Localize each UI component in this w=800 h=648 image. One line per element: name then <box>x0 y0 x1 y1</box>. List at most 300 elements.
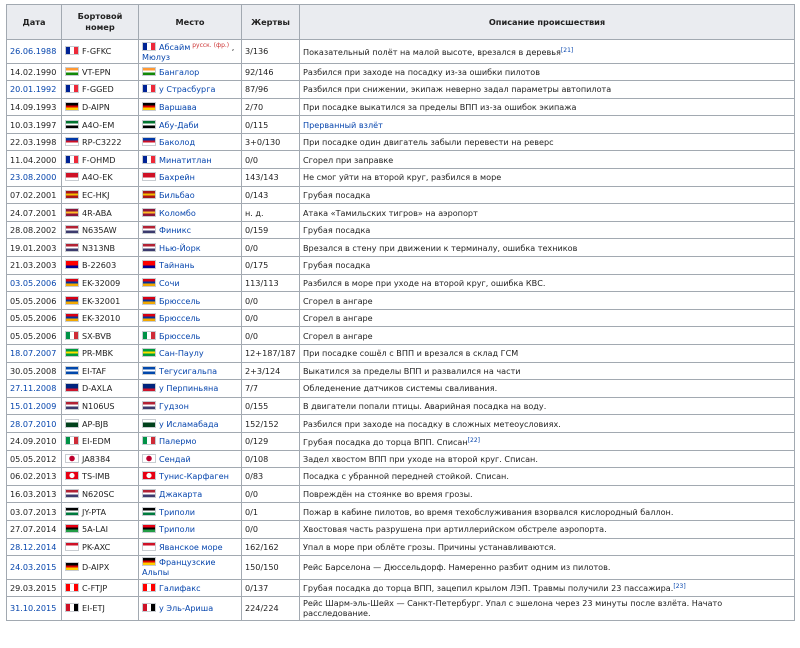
date-text[interactable]: 24.03.2015 <box>10 562 57 573</box>
date-text[interactable]: 28.12.2014 <box>10 541 57 552</box>
bh-flag-icon <box>65 172 79 181</box>
cell-board <box>62 397 139 415</box>
cell-date[interactable] <box>7 274 62 292</box>
cell-place[interactable] <box>139 116 242 134</box>
cell-place[interactable] <box>139 63 242 81</box>
victims-count: 0/159 <box>245 225 269 236</box>
it-flag-icon <box>65 436 79 445</box>
am-flag-icon <box>65 296 79 305</box>
cell-victims <box>242 169 300 187</box>
cell-place[interactable] <box>139 345 242 363</box>
cell-place[interactable] <box>139 186 242 204</box>
date-text: 05.05.2006 <box>10 295 57 306</box>
date-text: 10.03.1997 <box>10 119 57 130</box>
victims-count: 3+0/130 <box>245 137 281 148</box>
cell-description <box>300 538 795 556</box>
victims-count: 152/152 <box>245 418 279 429</box>
victims-count: 0/0 <box>245 313 259 324</box>
cell-description <box>300 133 795 151</box>
place-link[interactable]: Тайнань <box>159 260 195 271</box>
place-link[interactable]: Варшава <box>159 101 197 112</box>
place-link[interactable]: Палермо <box>159 436 197 447</box>
reference-link[interactable]: [22] <box>467 436 480 444</box>
table-row <box>7 538 795 556</box>
cell-date[interactable] <box>7 345 62 363</box>
place-link[interactable]: Сан-Паулу <box>159 348 204 359</box>
date-text: 21.03.2003 <box>10 260 57 271</box>
cell-description <box>300 221 795 239</box>
table-row <box>7 257 795 275</box>
table-row <box>7 432 795 450</box>
date-text: 24.09.2010 <box>10 436 57 447</box>
cell-description <box>300 186 795 204</box>
victims-count: 0/143 <box>245 189 269 200</box>
date-text: 27.07.2014 <box>10 524 57 535</box>
victims-count: 0/1 <box>245 506 259 517</box>
cell-description <box>300 362 795 380</box>
cell-place[interactable] <box>139 133 242 151</box>
board-number: F-OHMD <box>82 154 116 165</box>
cell-victims <box>242 520 300 538</box>
description-text: Грубая посадка <box>303 225 371 236</box>
cell-date[interactable] <box>7 397 62 415</box>
table-row <box>7 116 795 134</box>
victims-count: 0/129 <box>245 436 269 447</box>
de-flag-icon <box>65 562 79 571</box>
cell-place[interactable]: Абсайм $^{русск. (фр.)}$ , Мюлуз <box>139 40 242 64</box>
cell-date[interactable] <box>7 380 62 398</box>
date-text[interactable]: 31.10.2015 <box>10 603 57 614</box>
place-link[interactable]: Бильбао <box>159 189 195 200</box>
place-link[interactable]: Тегусигальпа <box>159 365 218 376</box>
description-text: При посадке выкатился за пределы ВПП из-за ошибок экипажа <box>303 101 577 112</box>
reference-link[interactable]: [23] <box>673 583 686 591</box>
cell-victims <box>242 380 300 398</box>
cell-place[interactable] <box>139 415 242 433</box>
victims-count: 224/224 <box>245 603 279 614</box>
cell-place[interactable] <box>139 204 242 222</box>
table-row <box>7 556 795 580</box>
us-flag-icon <box>142 489 156 498</box>
cell-place[interactable] <box>139 579 242 597</box>
us-flag-icon <box>65 225 79 234</box>
cell-description <box>300 415 795 433</box>
sv-flag-icon <box>65 366 79 375</box>
place-link[interactable]: Бахрейн <box>159 172 195 183</box>
board-number: B-22603 <box>82 260 117 271</box>
cell-place[interactable] <box>139 169 242 187</box>
us-flag-icon <box>65 243 79 252</box>
jp-flag-icon <box>65 454 79 463</box>
cell-place[interactable] <box>139 292 242 310</box>
place-link-2[interactable]: Мюлуз <box>142 51 171 62</box>
es-flag-icon <box>142 190 156 199</box>
place-link[interactable]: Сочи <box>159 277 180 288</box>
cell-date <box>7 362 62 380</box>
cell-description <box>300 204 795 222</box>
cell-description <box>300 380 795 398</box>
cell-board <box>62 415 139 433</box>
cell-board <box>62 503 139 521</box>
description-text: Упал в море при облёте грозы. Причины устанавливаются. <box>303 541 557 552</box>
cell-place[interactable] <box>139 98 242 116</box>
place-link[interactable]: Брюссель <box>159 313 201 324</box>
cell-description <box>300 98 795 116</box>
cell-place[interactable] <box>139 81 242 99</box>
reference-link[interactable]: [21] <box>560 46 574 54</box>
description-text[interactable]: Прерванный взлёт <box>303 119 383 130</box>
cell-description <box>300 292 795 310</box>
cell-victims <box>242 151 300 169</box>
description-text: Показательный полёт на малой высоте, врезался в деревья <box>303 46 561 57</box>
cell-date[interactable] <box>7 597 62 621</box>
place-link[interactable]: Гудзон <box>159 401 189 412</box>
cell-date <box>7 292 62 310</box>
cell-description <box>300 397 795 415</box>
board-number: A4O-EK <box>82 172 113 183</box>
description-text: Сгорел в ангаре <box>303 295 373 306</box>
cell-place[interactable] <box>139 538 242 556</box>
table-row <box>7 345 795 363</box>
cell-date <box>7 239 62 257</box>
cell-description <box>300 579 795 597</box>
cell-place[interactable] <box>139 485 242 503</box>
board-number: TS-IMB <box>82 471 110 482</box>
cell-date[interactable] <box>7 556 62 580</box>
description-text: Сгорел при заправке <box>303 154 394 165</box>
place-link[interactable]: Минатитлан <box>159 154 212 165</box>
cell-date <box>7 257 62 275</box>
cell-description <box>300 327 795 345</box>
victims-count: 150/150 <box>245 562 279 573</box>
victims-count: 2+3/124 <box>245 365 281 376</box>
place-link[interactable]: Триполи <box>159 506 196 517</box>
place-link[interactable]: Брюссель <box>159 295 201 306</box>
it-flag-icon <box>142 436 156 445</box>
place-link[interactable]: Триполи <box>159 524 196 535</box>
tn-flag-icon <box>65 471 79 480</box>
cell-place[interactable] <box>139 151 242 169</box>
place-link[interactable]: Абсайм <box>159 41 191 52</box>
ly-flag-icon <box>65 524 79 533</box>
de-flag-icon <box>65 102 79 111</box>
us-flag-icon <box>142 401 156 410</box>
date-text[interactable]: 15.01.2009 <box>10 401 57 412</box>
cell-victims <box>242 485 300 503</box>
board-number: D-AIPX <box>82 562 110 573</box>
description-text: При посадке один двигатель забыли перевести на реверс <box>303 137 554 148</box>
cell-date <box>7 186 62 204</box>
fr-flag-icon <box>65 84 79 93</box>
cell-date[interactable] <box>7 538 62 556</box>
cell-victims <box>242 186 300 204</box>
am-flag-icon <box>142 278 156 287</box>
cell-board <box>62 169 139 187</box>
table-row <box>7 292 795 310</box>
victims-count: 92/146 <box>245 66 274 77</box>
cell-board <box>62 257 139 275</box>
table-row <box>7 468 795 486</box>
cell-date[interactable] <box>7 81 62 99</box>
date-text[interactable]: 18.07.2007 <box>10 348 57 359</box>
date-text[interactable]: 20.01.1992 <box>10 84 57 95</box>
victims-count: 0/83 <box>245 471 264 482</box>
fr-flag-icon <box>142 42 156 51</box>
cell-description <box>300 151 795 169</box>
table-row <box>7 520 795 538</box>
table-row <box>7 597 795 621</box>
am-flag-icon <box>65 313 79 322</box>
place-link[interactable]: Нью-Йорк <box>159 242 201 253</box>
cell-board <box>62 327 139 345</box>
cell-victims <box>242 309 300 327</box>
cell-victims <box>242 81 300 99</box>
cell-description <box>300 274 795 292</box>
victims-count: 3/136 <box>245 46 269 57</box>
fr-flag-icon <box>65 46 79 55</box>
board-number: VT-EPN <box>82 66 111 77</box>
description-text: Выкатился за пределы ВПП и развалился на части <box>303 365 521 376</box>
date-text: 16.03.2013 <box>10 489 57 500</box>
table-row <box>7 274 795 292</box>
cell-board <box>62 556 139 580</box>
cell-board <box>62 579 139 597</box>
cell-place[interactable] <box>139 432 242 450</box>
ca-flag-icon <box>65 583 79 592</box>
tw-flag-icon <box>65 260 79 269</box>
place-link-2[interactable]: Альпы <box>142 567 170 578</box>
tn-flag-icon <box>142 471 156 480</box>
date-text: 14.09.1993 <box>10 101 57 112</box>
cell-victims <box>242 133 300 151</box>
cell-victims <box>242 579 300 597</box>
board-number: F-GGED <box>82 84 114 95</box>
table-row <box>7 309 795 327</box>
table-row <box>7 151 795 169</box>
description-text: Грубая посадка <box>303 189 371 200</box>
cell-board <box>62 292 139 310</box>
place-link[interactable]: Брюссель <box>159 330 201 341</box>
cell-description <box>300 432 795 450</box>
cell-date[interactable] <box>7 169 62 187</box>
table-row <box>7 98 795 116</box>
cell-place[interactable] <box>139 239 242 257</box>
am-flag-icon <box>142 313 156 322</box>
cell-date[interactable] <box>7 415 62 433</box>
br-flag-icon <box>65 348 79 357</box>
victims-count: 2/70 <box>245 101 264 112</box>
table-row <box>7 380 795 398</box>
board-number: JY-PTA <box>82 506 107 517</box>
cell-date <box>7 503 62 521</box>
cell-description <box>300 345 795 363</box>
description-text: Грубая посадка до торца ВПП, зацепил крылом ЛЭП. Травмы получили 23 пассажира. <box>303 583 674 594</box>
table-row <box>7 415 795 433</box>
cell-place[interactable] <box>139 274 242 292</box>
cell-victims <box>242 468 300 486</box>
cell-description <box>300 520 795 538</box>
cell-victims <box>242 597 300 621</box>
cell-place[interactable] <box>139 257 242 275</box>
cell-date <box>7 133 62 151</box>
cell-description <box>300 116 795 134</box>
jo-flag-icon <box>142 507 156 516</box>
place-link[interactable]: Бангалор <box>159 66 200 77</box>
cell-date <box>7 520 62 538</box>
in-flag-icon <box>65 67 79 76</box>
cell-place[interactable] <box>139 450 242 468</box>
cell-victims <box>242 63 300 81</box>
victims-count: 87/96 <box>245 84 269 95</box>
lk-flag-icon <box>142 208 156 217</box>
cell-board <box>62 81 139 99</box>
am-flag-icon <box>142 296 156 305</box>
cell-board <box>62 151 139 169</box>
cell-place[interactable] <box>139 362 242 380</box>
cell-place[interactable] <box>139 327 242 345</box>
cell-place[interactable] <box>139 520 242 538</box>
cell-victims <box>242 415 300 433</box>
date-text: 28.08.2002 <box>10 225 57 236</box>
cell-date <box>7 468 62 486</box>
cell-board <box>62 432 139 450</box>
cell-place[interactable] <box>139 221 242 239</box>
board-number: N106US <box>82 401 115 412</box>
cell-board <box>62 520 139 538</box>
place-link[interactable]: у Эль-Ариша <box>159 603 214 614</box>
cell-date <box>7 485 62 503</box>
cell-board <box>62 98 139 116</box>
cell-board <box>62 204 139 222</box>
cell-date <box>7 151 62 169</box>
place-link[interactable]: Джакарта <box>159 489 203 500</box>
cell-board <box>62 597 139 621</box>
description-text: Повреждён на стоянке во время грозы. <box>303 489 473 500</box>
place-link[interactable]: Галифакс <box>159 582 201 593</box>
id-flag-icon <box>65 542 79 551</box>
cell-place[interactable] <box>139 380 242 398</box>
cell-description <box>300 468 795 486</box>
cell-place[interactable] <box>139 556 242 580</box>
date-text[interactable]: 23.08.2000 <box>10 172 57 183</box>
cell-description <box>300 556 795 580</box>
victims-count: 0/155 <box>245 401 269 412</box>
board-number: A4O-EM <box>82 119 115 130</box>
date-text: 03.07.2013 <box>10 506 57 517</box>
date-text: 19.01.2003 <box>10 242 57 253</box>
place-link[interactable]: у Перпиньяна <box>159 383 219 394</box>
cell-date <box>7 63 62 81</box>
description-text: Рейс Барселона — Дюссельдорф. Намеренно разбит одним из пилотов. <box>303 562 611 573</box>
cell-place[interactable] <box>139 309 242 327</box>
table-row <box>7 133 795 151</box>
table-row <box>7 239 795 257</box>
description-text: Задел хвостом ВПП при уходе на второй круг. Списан. <box>303 453 538 464</box>
cell-victims <box>242 538 300 556</box>
cell-description <box>300 169 795 187</box>
pk-flag-icon <box>65 419 79 428</box>
it-flag-icon <box>142 331 156 340</box>
victims-count: 0/0 <box>245 242 259 253</box>
us-flag-icon <box>65 489 79 498</box>
cell-date <box>7 221 62 239</box>
board-number: EI-ETJ <box>82 603 105 614</box>
cell-victims <box>242 274 300 292</box>
cell-victims <box>242 204 300 222</box>
date-text: 24.07.2001 <box>10 207 57 218</box>
place-link[interactable]: Французские <box>159 557 216 568</box>
description-text: Сгорел в ангаре <box>303 330 373 341</box>
table-row <box>7 450 795 468</box>
board-number: AP-BJB <box>82 418 109 429</box>
cell-date <box>7 579 62 597</box>
place-extra[interactable]: русск. (фр.) <box>190 41 230 49</box>
description-text: Разбился в море при уходе на второй круг, ошибка КВС. <box>303 277 546 288</box>
place-link[interactable]: Коломбо <box>159 207 196 218</box>
description-text: Хвостовая часть разрушена при артиллерийском обстреле аэропорта. <box>303 524 607 535</box>
fr-flag-icon <box>65 155 79 164</box>
table-row <box>7 63 795 81</box>
jp-flag-icon <box>142 454 156 463</box>
cell-date[interactable] <box>7 40 62 64</box>
cell-board <box>62 63 139 81</box>
cell-board <box>62 40 139 64</box>
cell-date <box>7 204 62 222</box>
date-text[interactable]: 28.07.2010 <box>10 418 57 429</box>
description-text: В двигатели попали птицы. Аварийная посадка на воду. <box>303 401 547 412</box>
cell-victims <box>242 221 300 239</box>
cell-place[interactable] <box>139 597 242 621</box>
ie-flag-icon <box>65 603 79 612</box>
cell-board <box>62 186 139 204</box>
place-link[interactable]: у Страсбурга <box>159 84 216 95</box>
place-link[interactable]: Яванское море <box>159 541 223 552</box>
cell-place[interactable] <box>139 468 242 486</box>
place-link[interactable]: Финикс <box>159 225 192 236</box>
place-link[interactable]: у Исламабада <box>159 418 219 429</box>
table-row <box>7 204 795 222</box>
date-text[interactable]: 27.11.2008 <box>10 383 57 394</box>
ly-flag-icon <box>142 524 156 533</box>
table-row <box>7 397 795 415</box>
cell-victims <box>242 239 300 257</box>
place-link[interactable]: Сендай <box>159 453 191 464</box>
board-number: N620SC <box>82 489 115 500</box>
cell-place[interactable] <box>139 503 242 521</box>
ca-flag-icon <box>142 583 156 592</box>
place-link[interactable]: Тунис-Карфаген <box>159 471 229 482</box>
cell-place[interactable] <box>139 397 242 415</box>
header-place: Место <box>139 5 242 40</box>
place-link[interactable]: Абу-Даби <box>159 119 199 130</box>
table-row <box>7 485 795 503</box>
cell-description <box>300 239 795 257</box>
board-number: EK-32010 <box>82 313 121 324</box>
date-text: 11.04.2000 <box>10 154 57 165</box>
date-text[interactable]: 26.06.1988 <box>10 46 57 57</box>
board-number: JA8384 <box>82 453 111 464</box>
cell-board <box>62 274 139 292</box>
cell-date <box>7 116 62 134</box>
date-text[interactable]: 03.05.2006 <box>10 277 57 288</box>
header-date: Дата <box>7 5 62 40</box>
cell-victims <box>242 327 300 345</box>
place-link[interactable]: Баколод <box>159 137 196 148</box>
description-text: При посадке сошёл с ВПП и врезался в склад ГСМ <box>303 348 519 359</box>
table-row <box>7 579 795 597</box>
cell-date <box>7 432 62 450</box>
cell-board <box>62 468 139 486</box>
